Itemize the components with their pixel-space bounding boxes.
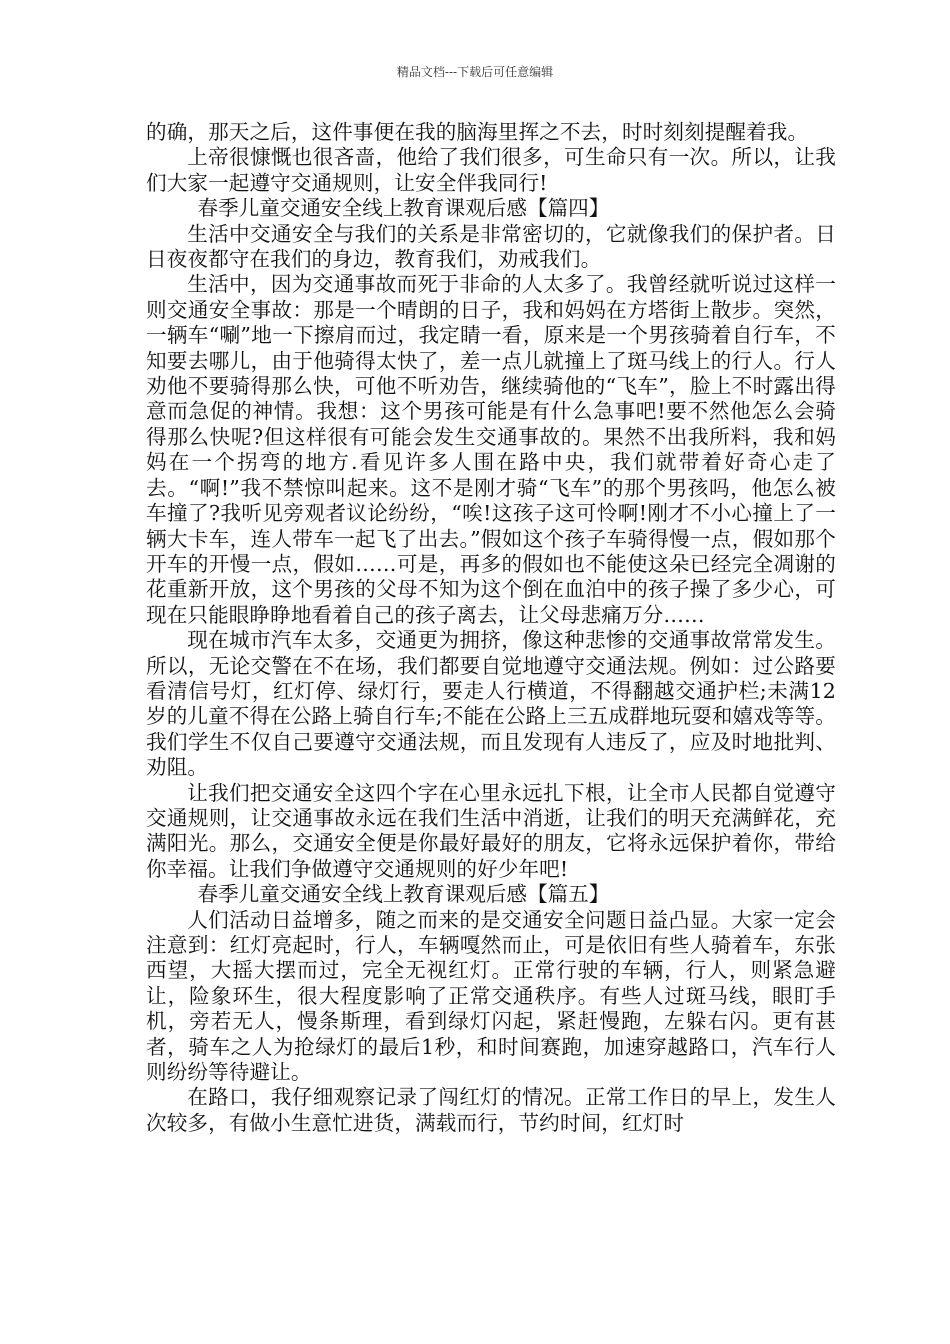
paragraph-continuation: 的确，那天之后，这件事便在我的脑海里挥之不去，时时刻刻提醒着我。 bbox=[146, 120, 809, 144]
paragraph-traffic-safety-protector: 生活中交通安全与我们的关系是非常密切的，它就像我们的保护者。日日夜夜都守在我们的身边，教育我们，劝戒我们。 bbox=[146, 221, 836, 272]
section-heading-part-four: 春季儿童交通安全线上教育课观后感【篇四】 bbox=[197, 196, 610, 221]
paragraph-red-light-violations: 人们活动日益增多，随之而来的是交通安全问题日益凸显。大家一定会注意到：红灯亮起时，行人，车辆嘎然而止，可是依旧有些人骑着车，东张西望，大摇大摆而过，完全无视红灯。正常行驶的车辆，行人，则紧急避让，险象环生，很大程度影响了正常交通秩序。有些人过斑马线，眼盯手机，旁若无人，慢条斯理，看到绿灯闪起，紧赶慢跑，左躲右闪。更有甚者，骑车之人为抢绿灯的最后1秒，和时间赛跑，加速穿越路口，汽车行人则纷纷等待避让。 bbox=[146, 907, 836, 1085]
paragraph-call-to-action: 让我们把交通安全这四个字在心里永远扎下根，让全市人民都自觉遵守交通规则，让交通事故永远在我们生活中消逝，让我们的明天充满鲜花，充满阳光。那么，交通安全便是你最好最好的朋友，它将永远保护着你，带给你幸福。让我们争做遵守交通规则的好少年吧! bbox=[146, 780, 836, 881]
paragraph-intersection-observation: 在路口，我仔细观察记录了闯红灯的情况。正常工作日的早上，发生人次较多，有做小生意忙进货，满载而行，节约时间，红灯时 bbox=[146, 1085, 836, 1135]
document-body bbox=[146, 120, 836, 1136]
paragraph-life-once: 上帝很慷慨也很吝啬，他给了我们很多，可生命只有一次。所以，让我们大家一起遵守交通规则，让安全伴我同行! bbox=[146, 145, 836, 195]
page-header: 精品文档---下载后可任意编辑 bbox=[396, 65, 554, 79]
paragraph-accident-story: 生活中，因为交通事故而死于非命的人太多了。我曾经就听说过这样一则交通安全事故：那是一个晴朗的日子，我和妈妈在方塔街上散步。突然，一辆车“唰”地一下擦肩而过，我定睛一看，原来是一个男孩骑着自行车，不知要去哪儿，由于他骑得太快了，差一点儿就撞上了斑马线上的行人。行人劝他不要骑得那么快，可他不听劝告，继续骑他的“飞车”，脸上不时露出得意而急促的神情。我想：这个男孩可能是有什么急事吧!要不然他怎么会骑得那么快呢?但这样很有可能会发生交通事故的。果然不出我所料，我和妈妈在一个拐弯的地方.看见许多人围在路中央，我们就带着好奇心走了去。“啊!”我不禁惊叫起来。这不是刚才骑“飞车”的那个男孩吗，他怎么被车撞了?我听见旁观者议论纷纷，“唉!这孩子这可怜啊!刚才不小心撞上了一辆大卡车，连人带车一起飞了出去。”假如这个孩子车骑得慢一点，假如那个开车的开慢一点，假如……可是，再多的假如也不能使这朵已经完全凋谢的花重新开放，这个男孩的父母不知为这个倒在血泊中的孩子操了多少心，可现在只能眼睁睁地看着自己的孩子离去，让父母悲痛万分…… bbox=[146, 272, 836, 627]
paragraph-city-traffic: 现在城市汽车太多，交通更为拥挤，像这种悲惨的交通事故常常发生。所以，无论交警在不在场，我们都要自觉地遵守交通法规。例如：过公路要看清信号灯，红灯停、绿灯行，要走人行横道，不得翻越交通护栏;未满12岁的儿童不得在公路上骑自行车;不能在公路上三五成群地玩耍和嬉戏等等。我们学生不仅自己要遵守交通法规，而且发现有人违反了，应及时地批判、劝阻。 bbox=[146, 628, 836, 780]
section-heading-part-five: 春季儿童交通安全线上教育课观后感【篇五】 bbox=[197, 882, 610, 907]
